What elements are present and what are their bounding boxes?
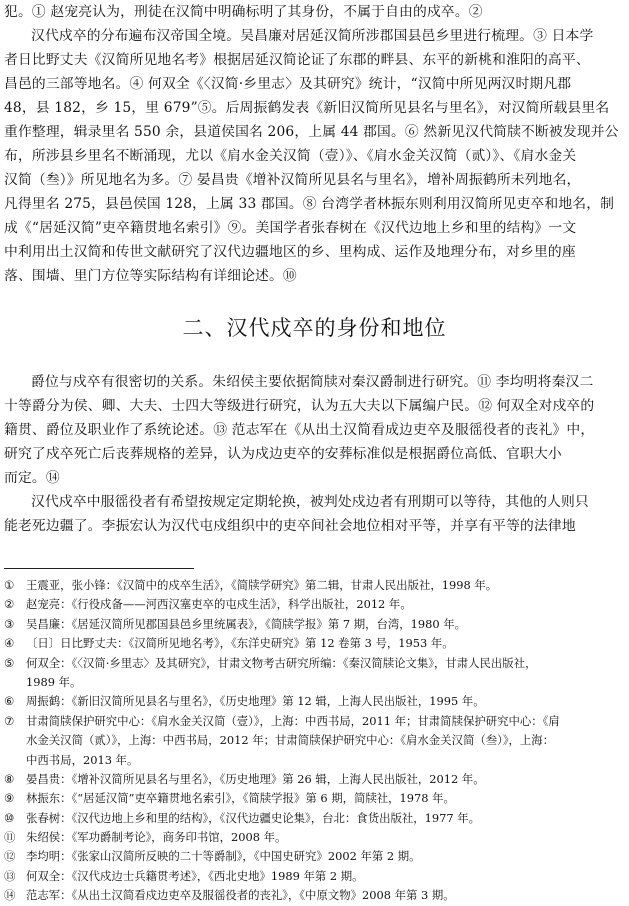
footnote-line [4,576,625,595]
footnote-line [4,751,625,770]
footnotes [4,576,625,906]
footnote-number: ⑩ [4,810,15,825]
footnote-number: ⑥ [4,694,15,709]
text-line: 爵位与戍卒有很密切的关系。朱绍侯主要依据简牍对秦汉爵制进行研究。⑪ 李均明将秦汉二 [31,374,594,390]
footnote-text: 1989 年。 [26,674,82,689]
footnote-number: ⑧ [4,771,15,786]
text-line: 布，所涉县乡里名不断涌现，尤以《肩水金关汉简（壹）》、《肩水金关汉简（贰）》、《肩水金关 [4,148,577,164]
footnote-line [4,886,625,905]
footnote-line [4,770,625,789]
text-line: 籍贯、爵位及职业作了系统论述。⑬ 范志军在《从出土汉简看成边吏卒及服徭役者的丧礼》中， [4,422,595,438]
text-line: 中利用出土汉简和传世文献研究了汉代边疆地区的乡、里构成、运作及地理分布，对乡里的座 [4,244,576,260]
footnote-text: 何双全：《〈汉简·乡里志〉及其研究》，甘肃文物考古研究所编：《秦汉简牍论文集》，甘肃人民出版社， [26,655,537,670]
text-line: 十等爵分为侯、卿、大夫、士四大等级进行研究，认为五大夫以下属编户民。⑫ 何双全对戍卒的 [4,398,595,414]
main-text [4,0,625,538]
footnote-line [4,847,625,866]
footnote-line [4,673,625,692]
footnote-line [4,634,625,653]
footnote-line [4,867,625,886]
footnote-divider [4,568,194,569]
footnote-text: 何双全：《汉代戍边士兵籍贯考述》，《西北史地》1989 年第 2 期。 [26,868,364,883]
text-line: 凡得里名 275，县邑侯国 128，上属 33 郡国。⑧ 台湾学者林振东则利用汉简所见吏卒和地名，制 [4,196,615,212]
footnote-text: 朱绍侯：《军功爵制考论》，商务印书馆，2008 年。 [26,830,287,845]
footnote-text: 晏昌贵：《增补汉简所见县名与里名》，《历史地理》第 26 辑，上海人民出版社，2012 年。 [26,771,485,786]
footnote-number: ⑭ [4,888,16,903]
footnote-number: ④ [4,636,15,651]
footnote-text: 吴昌廉：《居延汉简所见郡国县邑乡里统属表》，《简牍学报》第 7 期，台湾，1980 年。 [26,616,467,631]
footnote-text: 王震亚，张小锋：《汉简中的戍卒生活》，《简牍学研究》第二辑，甘肃人民出版社，1998 年。 [26,578,498,592]
footnote-line [4,615,625,634]
footnote-text: 中西书局，2013 年。 [26,752,139,767]
footnote-text: 林振东：《“居延汉简”吏卒籍贯地名索引》，《简牍学报》第 6 期，简牍社，1978 年。 [26,791,455,806]
footnote-line [4,692,625,711]
footnote-number: ② [4,597,15,612]
footnote-line [4,731,625,750]
footnote-text: 李均明：《张家山汉简所反映的二十等爵制》，《中国史研究》2002 年第 2 期。 [26,849,421,864]
text-line: 研究了戍卒死亡后丧葬规格的差异，认为戍边吏卒的安葬标准似是根据爵位高低、官职大小 [4,446,562,462]
footnote-number: ① [4,578,15,592]
footnote-line [4,828,625,847]
paragraph-group-distribution [4,0,625,288]
footnote-line [4,654,625,673]
text-line: 者日比野丈夫《汉简所见地名考》根据居延汉简论证了东郡的畔县、东平的新桃和淮阳的高平、 [4,52,590,68]
footnote-number: ⑦ [4,713,15,728]
section-heading: 二、汉代戍卒的身份和地位 [182,316,447,340]
text-line: 汉代戍卒中服徭役者有希望按规定定期轮换，被判处戍边者有刑期可以等待，其他的人则只 [31,494,589,510]
footnote-number: ⑤ [4,655,15,670]
footnote-text: 周振鹤：《新旧汉简所见县名与里名》，《历史地理》第 12 辑，上海人民出版社，1995 年。 [26,694,485,709]
footnote-line [4,789,625,808]
footnote-line [4,712,625,731]
footnote-text: 范志军：《从出土汉简看戍边吏卒及服徭役者的丧礼》，《中原文物》2008 年第 3 期。 [26,888,455,903]
text-line: 能老死边疆了。李振宏认为汉代屯戍组织中的吏卒间社会地位相对平等，并享有平等的法律地 [4,518,576,534]
paragraph-group-status [4,370,625,538]
footnote-number: ③ [4,616,15,631]
text-line: 昌邑的三部等地名。④ 何双全《〈汉简·乡里志〉及其研究》统计，“汉简中所见两汉时期凡郡 [4,76,572,92]
footnote-line [4,595,625,614]
footnote-text: 甘肃简牍保护研究中心：《肩水金关汉简（壹）》，上海：中西书局，2011 年；甘肃简牍保护研究中心：《肩 [26,713,560,728]
footnote-number: ⑨ [4,791,15,806]
text-line: 成《“居延汉简”吏卒籍贯地名索引》⑨。美国学者张春树在《汉代边地上乡和里的结构》一文 [4,220,577,236]
footnote-number: ⑫ [4,849,16,864]
text-line: 汉代戍卒的分布遍布汉帝国全境。吴昌廉对居延汉简所涉郡国县邑乡里进行梳理。③ 日本学 [31,28,594,44]
footnote-line [4,809,625,828]
text-line: 落、围墙、里门方位等实际结构有详细论述。⑩ [4,268,297,284]
footnote-number: ⑬ [4,868,16,883]
text-line: 犯。① 赵宠亮认为，刑徒在汉简中明确标明了其身份，不属于自由的戍卒。② [4,4,483,20]
text-line: 重作整理，辑录里名 550 余，县道侯国名 206，上属 44 郡国。⑥ 然新见汉代简牍不断被发现并公 [4,124,619,140]
footnote-text: 水金关汉简（贰）》，上海：中西书局，2012 年；甘肃简牍保护研究中心：《肩水金关汉简（叁）》，上海： [26,733,555,748]
footnote-text: 赵宠亮：《行役戍备——河西汉塞吏卒的屯戍生活》，科学出版社，2012 年。 [26,597,412,612]
footnote-text: 〔日〕日比野丈夫：《汉简所见地名考》，《东洋史研究》第 12 卷第 3 号，1953 年。 [26,636,454,651]
text-line: 汉简（叁）》所见地名为多。⑦ 晏昌贵《增补汉简所见县名与里名》，增补周振鹤所未列地名， [4,172,581,188]
text-line: 48，县 182，乡 15，里 679”⑤。后周振鹤发表《新旧汉简所见县名与里名》，对汉简所载县里名 [4,100,610,116]
footnote-text: 张春树：《汉代边地上乡和里的结构》，《汉代边疆史论集》，台北：食货出版社，1977 年。 [26,810,481,825]
footnote-number: ⑪ [4,830,16,845]
text-line: 而定。⑭ [4,470,60,486]
